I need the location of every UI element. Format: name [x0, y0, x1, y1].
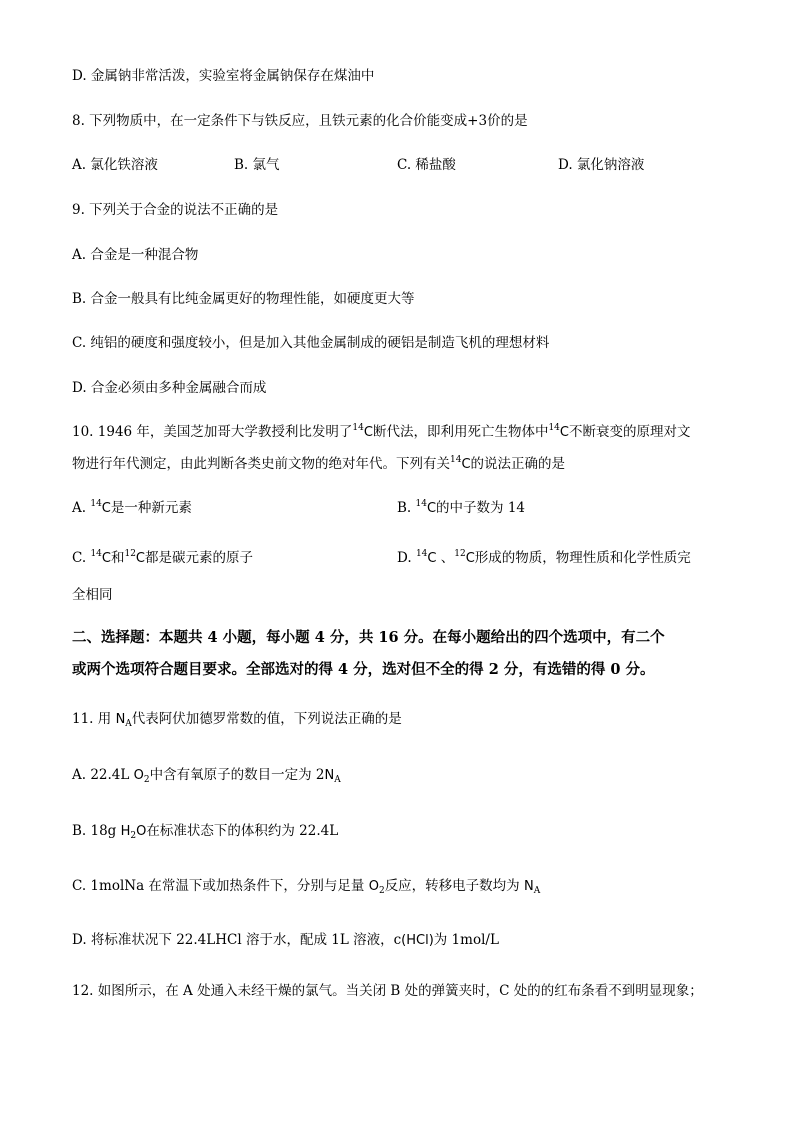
q11-option-a: A. 22.4L $O_2$中含有氧原子的数目一定为 $2N_A$: [72, 767, 341, 785]
q10-stem-line2: 物进行年代测定，由此判断各类史前文物的绝对年代。下列有关$^{14}$C的说法正确的是: [72, 455, 566, 472]
q9-option-b: B. 合金一般具有比纯金属更好的物理性能，如硬度更大等: [72, 291, 415, 307]
q11-option-d: D. 将标准状况下 22.4LHCl 溶于水，配成 1L 溶液，c(HCl)为 1mol/L: [72, 932, 499, 948]
q10-option-b: B. $^{14}$C的中子数为 14: [397, 499, 526, 516]
q9-stem: 9. 下列关于合金的说法不正确的是: [72, 202, 279, 218]
q11-stem: 11. 用 $N_A$代表阿伏加德罗常数的值，下列说法正确的是: [72, 711, 402, 729]
q10-option-d: D. $^{14}$C 、$^{12}$C形成的物质，物理性质和化学性质完: [397, 549, 691, 566]
q12-stem: 12. 如图所示，在 A 处通入未经干燥的氯气。当关闭 B 处的弹簧夹时，C 处的的红布条看不到明显现象；: [72, 983, 703, 999]
q7-option-d: D. 金属钠非常活泼，实验室将金属钠保存在煤油中: [72, 68, 375, 84]
q8-option-a: A. 氯化铁溶液: [72, 157, 158, 173]
section2-heading-line1: 二、选择题：本题共 4 小题，每小题 4 分，共 16 分。在每小题给出的四个选项中，有二个: [72, 629, 665, 646]
q10-option-d-continued: 全相同: [72, 587, 113, 603]
q8-stem: 8. 下列物质中，在一定条件下与铁反应，且铁元素的化合价能变成+3价的是: [72, 113, 528, 129]
q9-option-c: C. 纯铝的硬度和强度较小，但是加入其他金属制成的硬铝是制造飞机的理想材料: [72, 335, 550, 351]
q11-option-b: B. 18g $H_2O$在标准状态下的体积约为 22.4L: [72, 823, 339, 841]
q8-option-c: C. 稀盐酸: [397, 157, 456, 173]
q10-stem-line1: 10. 1946 年，美国芝加哥大学教授利比发明了$^{14}$C断代法，即利用死亡生物体中$^{14}$C不断衰变的原理对文: [72, 423, 691, 440]
q10-option-c: C. $^{14}$C和$^{12}$C都是碳元素的原子: [72, 549, 253, 566]
q8-option-b: B. 氯气: [234, 157, 280, 173]
q9-option-d: D. 合金必须由多种金属融合而成: [72, 380, 267, 396]
q11-option-c: C. 1molNa 在常温下或加热条件下，分别与足量 $O_2$反应，转移电子数均为 $N_A$: [72, 878, 541, 896]
section2-heading-line2: 或两个选项符合题目要求。全部选对的得 4 分，选对但不全的得 2 分，有选错的得 0 分。: [72, 661, 655, 678]
q8-option-d: D. 氯化钠溶液: [558, 157, 645, 173]
q10-option-a: A. $^{14}$C是一种新元素: [72, 499, 192, 516]
q9-option-a: A. 合金是一种混合物: [72, 247, 199, 263]
